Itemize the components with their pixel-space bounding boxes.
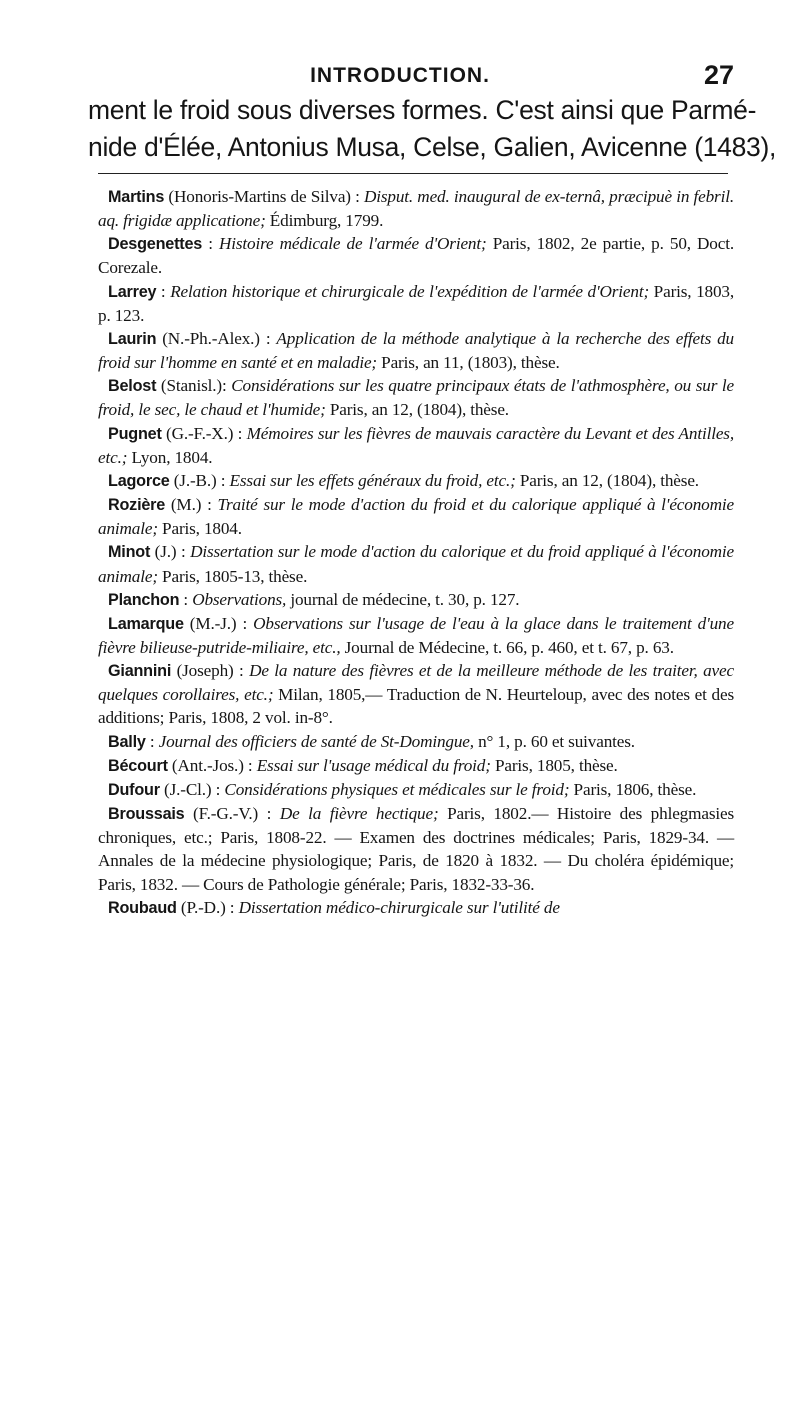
entry-author: Minot [108,543,151,562]
page-number: 27 [703,60,734,90]
entry-title: Considérations physiques et médicales sur le froid; [224,779,570,799]
bibliography-entry [98,612,734,659]
entry-author: Dufour [108,780,160,799]
entry-title: Considérations sur les quatre principaux états de l'athmosphère, ou sur le froid, le sec, le chaud et l'humide; [98,376,734,420]
entry-author: Martins [108,188,165,206]
entry-details: : [202,234,219,254]
entry-title: Mémoires sur les fièvres de mauvais caractère du Levant et des Antilles, etc.; [98,423,734,467]
entry-author: Planchon [108,590,180,609]
entry-details: (Honoris-Martins de Silva) : [164,187,364,206]
bibliography-entry [98,540,734,587]
body-paragraph [88,92,777,166]
bibliography-entry [98,469,734,493]
entry-publication: Paris, 1802, 2e partie, p. 50, Doct. Corezale. [98,234,734,278]
bibliography-notes [98,185,734,920]
entry-details: (N.-Ph.-Alex.) : [156,328,277,348]
bibliography-entry [98,896,734,920]
entry-publication: Paris, 1805-13, thèse. [157,566,308,586]
entry-title: Histoire médicale de l'armée d'Orient; [218,234,487,254]
entry-author: Roubaud [108,898,177,917]
bibliography-entry [98,730,734,754]
entry-details: (P.-D.) : [176,897,239,917]
footnote-divider [98,173,728,174]
entry-details: (Stanisl.): [156,376,232,396]
entry-author: Pugnet [108,424,162,443]
entry-publication: Paris, 1805, thèse. [490,755,618,775]
entry-publication: Lyon, 1804. [127,447,213,467]
entry-publication: Paris, an 12, (1804), thèse. [325,400,509,420]
entry-author: Rozière [108,496,166,515]
entry-details: (M.) : [165,495,218,515]
bibliography-entry [98,778,734,802]
bibliography-entry [98,327,734,374]
entry-publication: Paris, 1803, p. 123. [98,281,734,325]
entry-title: Essai sur l'usage médical du froid; [256,755,491,775]
entry-title: Dissertation médico-chirurgicale sur l'utilité de [238,897,560,917]
entry-title: Application de la méthode analytique à la recherche des effets du froid sur l'homme en santé et en maladie; [98,328,734,373]
entry-author: Laurin [108,329,157,348]
entry-details: (J.-Cl.) : [159,779,225,799]
bibliography-entry [98,659,734,729]
entry-title: Observations, [192,589,287,609]
entry-publication: Paris, 1806, thèse. [569,779,697,799]
entry-publication: n° 1, p. 60 et suivantes. [473,731,635,751]
entry-details: (Ant.-Jos.) : [167,755,257,775]
entry-publication: Édimburg, 1799. [265,211,384,231]
entry-details: : [156,281,171,301]
entry-publication: Paris, 1802.— Histoire des phlegmasies chroniques, etc.; Paris, 1808-22. — Examen des doctrines médicales; Paris, 1829-34. — Annales de la médecine physiologique; Paris, de 1820 à 1832. — Du choléra épidémique; Paris, 1832. — Cours de Pathologie générale; Paris, 1832-33-36. [98,804,734,894]
entry-publication: Journal de Médecine, t. 66, p. 460, et t. 67, p. 63. [340,637,674,657]
entry-title: Essai sur les effets généraux du froid, etc.; [229,470,516,490]
entry-publication: Milan, 1805,— Traduction de N. Heurteloup, avec des notes et des additions; Paris, 1808, 2 vol. in-8°. [98,685,734,728]
entry-author: Larrey [108,282,157,301]
entry-title: Disput. med. inaugural de ex-ternâ, præcipuè in febril. aq. frigidæ applicatione; [98,187,734,231]
entry-author: Desgenettes [108,235,203,254]
bibliography-entry [98,374,734,421]
entry-details: (J.-B.) : [169,470,230,490]
entry-publication: Paris, an 12, (1804), thèse. [515,470,699,490]
entry-title: Journal des officiers de santé de St-Domingue, [158,731,474,751]
entry-title: Relation historique et chirurgicale de l'expédition de l'armée d'Orient; [170,281,650,301]
entry-title: Dissertation sur le mode d'action du calorique et du froid appliqué à l'économie animale; [98,542,734,586]
entry-details: : [145,731,159,751]
entry-details: (M.-J.) : [183,613,254,633]
entry-author: Bally [108,732,146,751]
entry-details: (J.) : [150,542,191,562]
entry-details: : [179,589,193,609]
bibliography-entry [98,754,734,778]
bibliography-entry [98,422,734,469]
bibliography-entry [98,493,734,540]
entry-details: (F.-G.-V.) : [184,804,280,824]
entry-author: Lamarque [108,614,184,633]
entry-author: Bécourt [108,756,168,775]
bibliography-entry [98,588,734,612]
bibliography-entry [98,802,734,896]
entry-details: (Joseph) : [171,661,250,681]
bibliography-entry [98,185,734,232]
entry-author: Belost [108,377,157,396]
entry-author: Giannini [108,662,172,681]
bibliography-entry [98,232,734,279]
entry-details: (G.-F.-X.) : [161,423,247,443]
entry-publication: Paris, 1804. [157,519,242,539]
entry-title: De la fièvre hectique; [279,804,439,824]
entry-title: De la nature des fièvres et de la meilleure méthode de les traiter, avec quelques corollaires, etc.; [98,661,734,705]
entry-title: Observations sur l'usage de l'eau à la glace dans le traitement d'une fièvre bilieuse-putride-miliaire, etc., [98,613,734,657]
entry-publication: Paris, an 11, (1803), thèse. [377,353,560,373]
entry-author: Lagorce [108,471,170,490]
entry-title: Traité sur le mode d'action du froid et du calorique appliqué à l'économie animale; [98,495,734,539]
bibliography-entry [98,280,734,327]
entry-publication: journal de médecine, t. 30, p. 127. [286,589,520,609]
body-line: ment le froid sous diverses formes. C'est ainsi que Parmé- [88,95,757,125]
running-title: INTRODUCTION. [310,64,490,87]
entry-author: Broussais [108,805,185,824]
body-line: nide d'Élée, Antonius Musa, Celse, Galien, Avicenne (1483), [88,132,777,162]
